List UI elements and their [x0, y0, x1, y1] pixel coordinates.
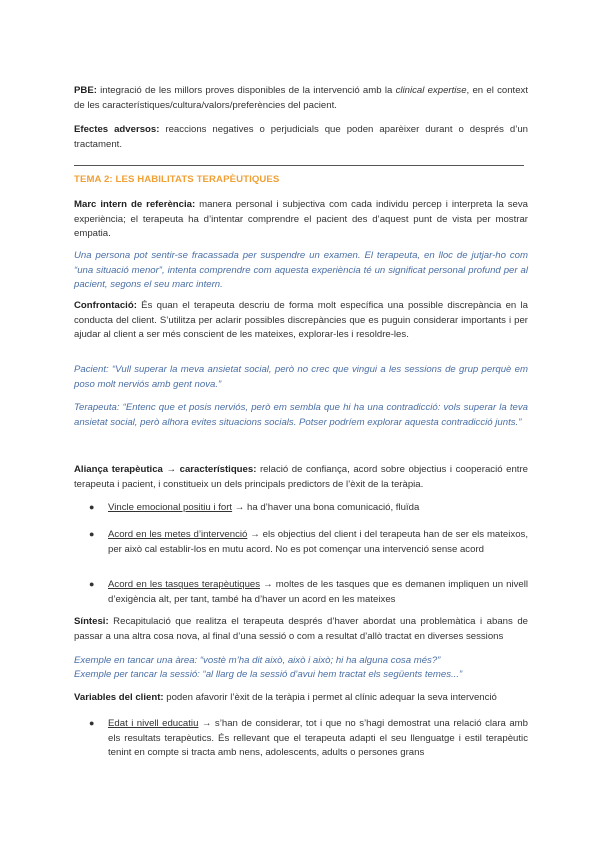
variables-item-label: Edat i nivell educatiu [108, 718, 199, 729]
alianca-item-label: Vincle emocional positiu i fort [108, 502, 233, 513]
pbe-paragraph [74, 84, 528, 113]
alianca-item-label: Acord en les tasques terapèutiques [108, 579, 261, 590]
confrontacio-paragraph [74, 299, 528, 343]
marc-text: manera personal i subjectiva com cada individu percep i interpreta la seva experiència; el terapeuta ha d’intentar comprendre el pacient des d’aquest punt de vista per mostrar empatia. [74, 199, 528, 239]
bullet-icon: ● [89, 502, 95, 512]
alianca-item [108, 501, 528, 516]
marc-term: Marc intern de referència: [74, 199, 196, 210]
sintesi-example-session: Exemple per tancar la sessió: “al llarg de la sessió d’avui hem tractat els següents temes...” [74, 669, 463, 680]
sintesi-term: Síntesi: [74, 616, 109, 627]
pbe-text-end: , en el context de les característiques/cultura/valors/preferències del pacient. [74, 85, 528, 111]
variables-text: poden afavorir l’èxit de la teràpia i permet al clínic adequar la seva intervenció [163, 692, 497, 703]
alianca-item-label: Acord en les metes d’intervenció [108, 529, 248, 540]
sintesi-paragraph [74, 615, 528, 644]
sintesi-text: Recapitulació que realitza el terapeuta després d’haver abordat una problemàtica i abans de passar a una altra cosa nova, al final d’una sessió o com a resultat d’allò tractat en diverses sessions [74, 616, 528, 642]
pbe-italic-term: clinical expertise [395, 85, 467, 96]
bullet-icon: ● [89, 579, 95, 589]
confrontacio-term: Confrontació: [74, 300, 137, 311]
alianca-item-text: → els objectius del client i del terapeuta han de ser els mateixos, per això cal establir-los en mutu acord. No es pot començar una intervenció sense acord [108, 529, 528, 555]
variables-item [108, 717, 528, 761]
efectes-term: Efectes adversos: [74, 124, 160, 135]
confrontacio-example-patient: Pacient: “Vull superar la meva ansietat social, però no crec que vingui a les sessions de grup perquè em poso molt nerviós amb gent nova.” [74, 364, 528, 390]
confrontacio-text: És quan el terapeuta descriu de forma molt específica una possible discrepància en la conducta del client. S’utilitza per aclarir possibles discrepàncies que es puguin considerar importants i per ajudar al client a ser més conscient de les mateixes, explorar-les i resoldre-les. [74, 300, 528, 340]
efectes-paragraph [74, 123, 528, 152]
pbe-text: integració de les millors proves disponibles de la intervenció amb la [96, 85, 396, 96]
bullet-icon: ● [89, 718, 95, 728]
alianca-paragraph [74, 463, 528, 492]
alianca-item [108, 578, 528, 607]
alianca-item-text: → moltes de les tasques que es demanen impliquen un nivell d’exigència alt, per tant, també ha d’haver un acord en les mateixes [108, 579, 528, 605]
alianca-item [108, 528, 528, 557]
section-divider [74, 165, 524, 166]
alianca-term: Aliança terapèutica → característiques: [74, 464, 257, 475]
alianca-item-text: → ha d’haver una bona comunicació, fluïda [232, 502, 420, 513]
pbe-term: PBE: [74, 85, 97, 96]
marc-example: Una persona pot sentir-se fracassada per suspendre un examen. El terapeuta, en lloc de jutjar-ho com “una situació menor”, intenta comprendre com aquesta experiència té un significat personal profund per al pacient, segons el seu marc intern. [74, 250, 528, 290]
bullet-icon: ● [89, 529, 95, 539]
variables-paragraph [74, 691, 528, 706]
section-heading: TEMA 2: LES HABILITATS TERAPÈUTIQUES [74, 174, 280, 185]
efectes-text: reaccions negatives o perjudicials que poden aparèixer durant o després d’un tractament. [74, 124, 529, 150]
confrontacio-example-therapist: Terapeuta: “Entenc que et posis nerviós, però em sembla que hi ha una contradicció: vols superar la teva ansietat social, però alhora evites situacions socials. Potser podríem explorar aquesta contradicció junts.” [74, 402, 528, 428]
variables-term: Variables del client: [74, 692, 164, 703]
variables-item-text: → s’han de considerar, tot i que no s’hagi demostrat una relació clara amb els resultats terapèutics. És rellevant que el terapeuta adapti el seu llenguatge i estil terapèutic tenint en compte si tracta amb nens, adolescents, adults o persones grans [108, 718, 528, 758]
alianca-text: relació de confiança, acord sobre objectius i cooperació entre terapeuta i pacient, i constitueix un dels principals predictors de l’èxit de la teràpia. [74, 464, 528, 490]
sintesi-example-area: Exemple en tancar una àrea: “vostè m’ha dit això, això i això; hi ha alguna cosa més?” [74, 655, 441, 666]
marc-paragraph [74, 198, 528, 242]
